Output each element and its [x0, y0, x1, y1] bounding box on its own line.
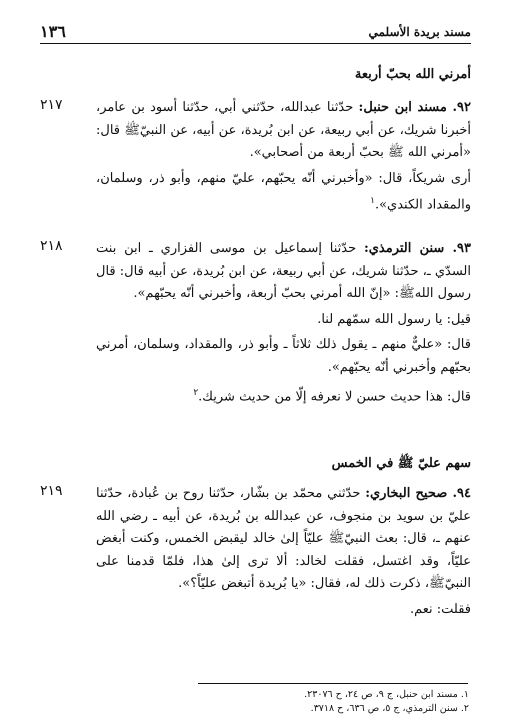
hadith-entry-219: [40, 483, 471, 621]
source-label: ٩٢. مسند ابن حنبل:: [358, 100, 471, 115]
running-title: مسند بريدة الأسلمي: [368, 25, 471, 39]
entry-paragraph: حدّثنا إسماعيل بن موسى الفزاري ـ ابن بنت السدّي ـ، حدّثنا شريك، عن أبي ربيعة، عن ابن بُريدة، عن أبيه قال: قال رسول اللهﷺ: «إنّ الله أمرني بحبّ أربعة، وأخبرني أنّه يحبّهم».: [96, 241, 471, 301]
section-heading-2: سهم عليّ ﷺ في الخمس: [331, 456, 471, 471]
entry-paragraph: قال: «عليٌّ منهم ـ يقول ذلك ثلاثاً ـ وأبو ذر، والمقداد، وسلمان، أمرني بحبّهم وأخبرني أنّه يحبّهم».: [96, 337, 471, 375]
entry-paragraph: حدّثنا عبدالله، حدّثني أبي، حدّثنا أسود بن عامر، أخبرنا شريك، عن أبي ربيعة، عن ابن بُريدة، عن أبيه، عن النبيّﷺ قال: «أمرني الله ﷺ بحبّ أربعة من أصحابي».: [96, 100, 471, 160]
entry-number: ٢١٩: [40, 483, 63, 499]
hadith-entry-218: [40, 238, 471, 409]
footnote-1: ١. مسند ابن حنبل، ج ٩، ص ٢٤، ح ٢٣٠٧٦.: [304, 689, 469, 700]
entry-paragraph: قيل: يا رسول الله سمّهم لنا.: [317, 311, 471, 327]
page-number: ١٣٦: [40, 22, 66, 41]
entry-text: [96, 483, 471, 621]
source-label: ٩٤. صحيح البخاري:: [365, 486, 471, 501]
entry-paragraph: حدّثني محمّد بن بشّار، حدّثنا روح بن عُبادة، حدّثنا عليّ بن سويد بن منجوف، عن عبدالله بن بُريدة، عن أبيه ـ رضي الله عنهم ـ، قال: بعث النبيّﷺ عليّاً إلىٰ خالد ليقبض الخمس، وكنت أبغض عليّاً، وقد اغتسل، فقلت لخالد: ألا ترى إلىٰ هذا، فلمّا قدمنا على النبيّﷺ، ذكرت ذلك له، فقال: «يا بُريدة أتبغض عليّاً؟».: [96, 486, 471, 591]
section-heading-1: أمرني الله بحبّ أربعة: [354, 67, 471, 82]
header-rule: [40, 43, 471, 44]
footnote-rule: [198, 683, 468, 684]
footnote-marker: ٢: [193, 388, 199, 398]
hadith-entry-217: [40, 97, 471, 217]
footnotes: [40, 688, 469, 716]
entry-paragraph: فقلت: نعم.: [409, 601, 471, 617]
source-label: ٩٣. سنن الترمذي:: [363, 241, 472, 256]
footnote-2: ٢. سنن الترمذي، ج ٥، ص ٦٣٦، ح ٣٧١٨.: [310, 703, 469, 714]
footnote-marker: ١: [370, 196, 375, 206]
entry-text: [96, 97, 471, 217]
page-header: [40, 22, 471, 42]
entry-paragraph: قال: هذا حديث حسن لا نعرفه إلّا من حديث شريك.: [198, 389, 471, 405]
entry-text: [96, 238, 471, 409]
entry-number: ٢١٧: [40, 97, 63, 113]
entry-number: ٢١٨: [40, 238, 63, 254]
entry-paragraph: أرى شريكاً، قال: «وأخبرني أنّه يحبّهم، عليّ منهم، وأبو ذر، وسلمان، والمقداد الكندي».: [96, 170, 471, 213]
